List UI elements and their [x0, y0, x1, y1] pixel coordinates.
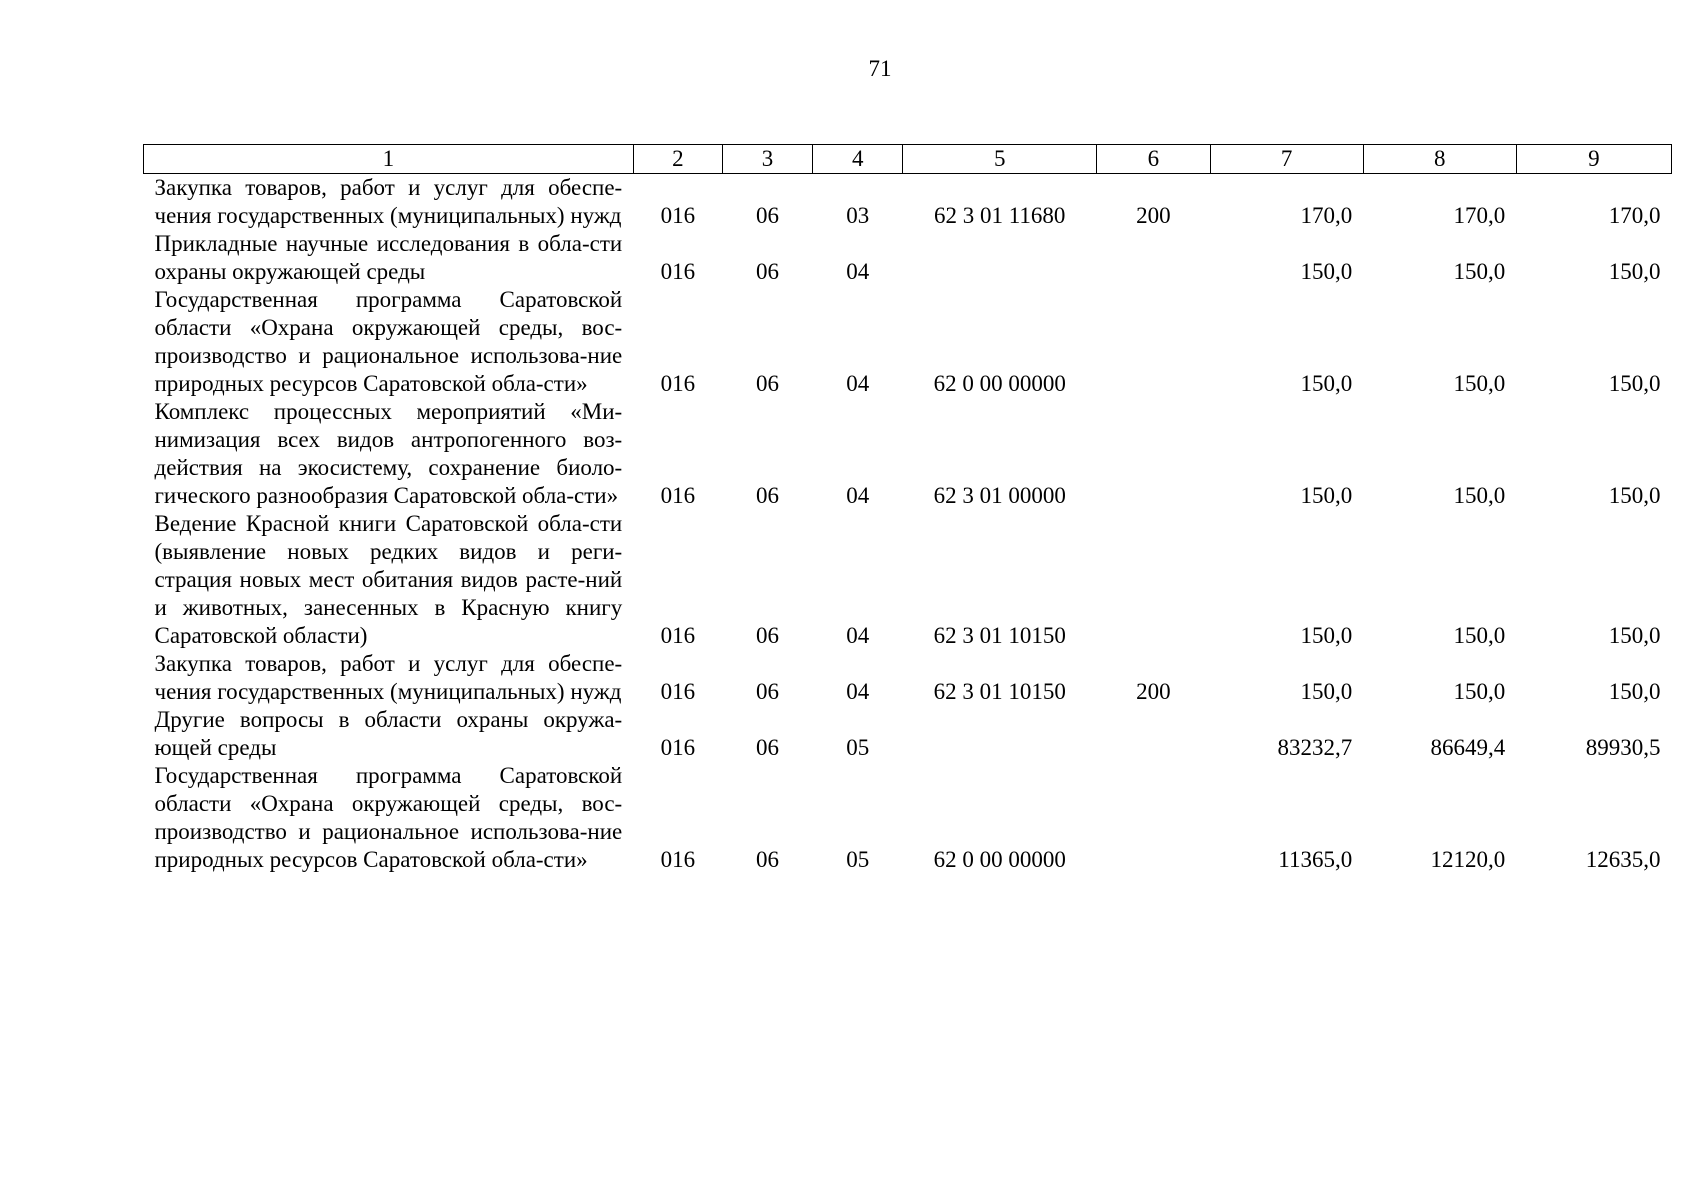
row-name: Прикладные научные исследования в обла-сти охраны окружающей среды: [154, 231, 623, 284]
amount-col-8: 150,0: [1453, 679, 1506, 704]
ministry-code: 016: [660, 483, 696, 508]
row-name: Государственная программа Саратовской области «Охрана окружающей среды, вос-производство и рациональное использова-ние природных ресурсов Саратовской обла-сти»: [154, 763, 623, 872]
column-header-5: 5: [903, 145, 1097, 174]
target-article-code: 62 3 01 10150: [933, 679, 1066, 704]
expense-type-code: 200: [1136, 679, 1171, 704]
section-code: 06: [756, 371, 780, 396]
column-header-2: 2: [633, 145, 722, 174]
row-name: Другие вопросы в области охраны окружа-ющей среды: [154, 707, 623, 760]
subsection-code: 04: [846, 371, 870, 396]
ministry-code: 016: [660, 203, 696, 228]
expense-type-code: [1097, 286, 1211, 398]
table-row: [144, 510, 1672, 650]
subsection-code: 05: [846, 735, 870, 760]
section-code: 06: [756, 203, 780, 228]
amount-col-7: 150,0: [1300, 259, 1353, 284]
amount-col-9: 150,0: [1608, 623, 1661, 648]
ministry-code: 016: [660, 679, 696, 704]
column-header-7: 7: [1210, 145, 1363, 174]
expense-type-code: [1097, 398, 1211, 510]
column-header-3: 3: [722, 145, 812, 174]
ministry-code: 016: [660, 259, 696, 284]
column-header-8: 8: [1363, 145, 1516, 174]
expense-type-code: 200: [1136, 203, 1171, 228]
target-article-code: 62 3 01 11680: [934, 203, 1066, 228]
budget-table: [143, 144, 1672, 874]
amount-col-7: 170,0: [1300, 203, 1353, 228]
target-article-code: 62 0 00 00000: [933, 847, 1066, 872]
expense-type-code: [1097, 230, 1211, 286]
amount-col-7: 83232,7: [1277, 735, 1353, 760]
subsection-code: 04: [846, 483, 870, 508]
column-header-4: 4: [813, 145, 903, 174]
column-number-header: [144, 145, 1672, 174]
amount-col-8: 86649,4: [1430, 735, 1506, 760]
amount-col-9: 150,0: [1608, 679, 1661, 704]
table-row: [144, 286, 1672, 398]
table-row: [144, 230, 1672, 286]
column-header-9: 9: [1516, 145, 1671, 174]
section-code: 06: [756, 847, 780, 872]
amount-col-8: 170,0: [1453, 203, 1506, 228]
amount-col-7: 11365,0: [1278, 847, 1353, 872]
subsection-code: 04: [846, 259, 870, 284]
subsection-code: 04: [846, 623, 870, 648]
amount-col-9: 150,0: [1608, 483, 1661, 508]
amount-col-9: 12635,0: [1585, 847, 1661, 872]
subsection-code: 04: [846, 679, 870, 704]
expense-type-code: [1097, 762, 1211, 874]
ministry-code: 016: [660, 735, 696, 760]
section-code: 06: [756, 679, 780, 704]
amount-col-8: 12120,0: [1430, 847, 1506, 872]
subsection-code: 05: [846, 847, 870, 872]
expense-type-code: [1097, 706, 1211, 762]
table-row: [144, 762, 1672, 874]
row-name: Закупка товаров, работ и услуг для обеспе-чения государственных (муниципальных) нужд: [154, 651, 623, 704]
amount-col-8: 150,0: [1453, 623, 1506, 648]
target-article-code: 62 3 01 10150: [933, 623, 1066, 648]
column-header-6: 6: [1097, 145, 1211, 174]
table-row: [144, 706, 1672, 762]
amount-col-8: 150,0: [1453, 483, 1506, 508]
amount-col-8: 150,0: [1453, 259, 1506, 284]
target-article-code: 62 0 00 00000: [933, 371, 1066, 396]
section-code: 06: [756, 735, 780, 760]
row-name: Ведение Красной книги Саратовской обла-сти (выявление новых редких видов и реги-страция новых мест обитания видов расте-ний и животных, занесенных в Красную книгу Саратовской области): [154, 511, 623, 648]
amount-col-9: 89930,5: [1585, 735, 1661, 760]
amount-col-8: 150,0: [1453, 371, 1506, 396]
target-article-code: [903, 706, 1097, 762]
row-name: Государственная программа Саратовской области «Охрана окружающей среды, вос-производство и рациональное использова-ние природных ресурсов Саратовской обла-сти»: [154, 287, 623, 396]
page-number: 71: [868, 56, 892, 81]
section-code: 06: [756, 483, 780, 508]
table-row: [144, 650, 1672, 706]
section-code: 06: [756, 259, 780, 284]
amount-col-9: 150,0: [1608, 371, 1661, 396]
target-article-code: 62 3 01 00000: [933, 483, 1066, 508]
row-name: Закупка товаров, работ и услуг для обеспе-чения государственных (муниципальных) нужд: [154, 175, 623, 228]
amount-col-7: 150,0: [1300, 623, 1353, 648]
amount-col-9: 150,0: [1608, 259, 1661, 284]
ministry-code: 016: [660, 623, 696, 648]
target-article-code: [903, 230, 1097, 286]
amount-col-7: 150,0: [1300, 679, 1353, 704]
table-row: [144, 174, 1672, 231]
section-code: 06: [756, 623, 780, 648]
amount-col-7: 150,0: [1300, 483, 1353, 508]
column-header-1: 1: [144, 145, 634, 174]
expense-type-code: [1097, 510, 1211, 650]
row-name: Комплекс процессных мероприятий «Ми-нимизация всех видов антропогенного воз-действия на экосистему, сохранение биоло-гического разнообразия Саратовской обла-сти»: [154, 399, 623, 508]
ministry-code: 016: [660, 371, 696, 396]
ministry-code: 016: [660, 847, 696, 872]
table-row: [144, 398, 1672, 510]
subsection-code: 03: [846, 203, 870, 228]
amount-col-9: 170,0: [1608, 203, 1661, 228]
amount-col-7: 150,0: [1300, 371, 1353, 396]
